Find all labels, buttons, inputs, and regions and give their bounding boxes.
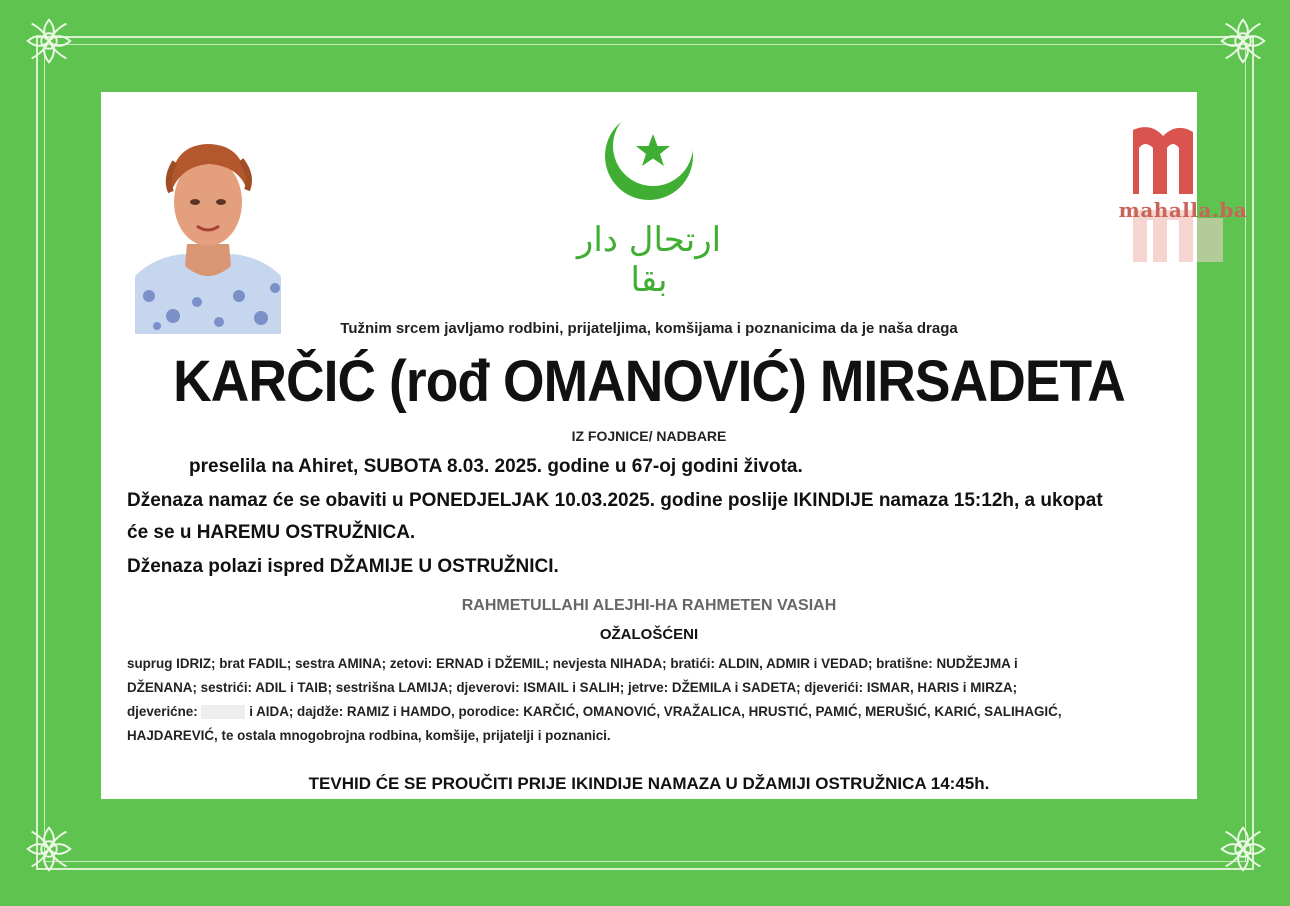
mahalla-logo-icon bbox=[1093, 122, 1273, 272]
corner-ornament-icon bbox=[20, 12, 78, 70]
intro-text: Tužnim srcem javljamo rodbini, prijateljima, komšijama i poznanicima da je naša draga bbox=[340, 320, 958, 337]
corner-ornament-icon bbox=[1214, 12, 1272, 70]
portrait-photo bbox=[135, 126, 281, 334]
procession-line: Dženaza polazi ispred DŽAMIJE U OSTRUŽNICI. bbox=[127, 556, 559, 577]
arabic-inscription: ارتحال دار بقا bbox=[576, 220, 722, 300]
mourners-segment: djeverićne: bbox=[127, 704, 198, 719]
redacted-block bbox=[201, 705, 245, 719]
mourners-segment: i AIDA; dajdže: RAMIZ i HAMDO, porodice: KARČIĆ, OMANOVIĆ, VRAŽALICA, HRUSTIĆ, PAMIĆ, MERUŠIĆ, KARIĆ, SALIHAGIĆ, bbox=[249, 704, 1062, 719]
mourners-line: DŽENANA; sestrići: ADIL i TAIB; sestrišna LAMIJA; djeverovi: ISMAIL i SALIH; jetrve: DŽEMILA i SADETA; djeverići: ISMAR, HARIS i MIRZA; bbox=[127, 680, 1018, 695]
mourners-line bbox=[127, 700, 1177, 724]
crescent-star-icon bbox=[599, 106, 699, 206]
burial-place-line: će se u HAREMU OSTRUŽNICA. bbox=[127, 522, 416, 543]
mahalla-logo bbox=[1093, 122, 1273, 272]
mourners-line: suprug IDRIZ; brat FADIL; sestra AMINA; zetovi: ERNAD i DŽEMIL; nevjesta NIHADA; bratići: ALDIN, ADMIR i VEDAD; bratišne: NUDŽEJMA i bbox=[127, 656, 1018, 671]
mourners-line: HAJDAREVIĆ, te ostala mnogobrojna rodbina, komšije, prijatelji i poznanici. bbox=[127, 728, 611, 743]
mourners-title: OŽALOŠĆENI bbox=[599, 626, 699, 643]
origin-text: IZ FOJNICE/ NADBARE bbox=[571, 428, 727, 444]
tevhid-notice: TEVHID ĆE SE PROUČITI PRIJE IKINDIJE NAMAZA U DŽAMIJI OSTRUŽNICA 14:45h. bbox=[308, 774, 990, 793]
mourners-list bbox=[127, 652, 1177, 748]
corner-ornament-icon bbox=[1214, 820, 1272, 878]
prayer-text: RAHMETULLAHI ALEJHI-HA RAHMETEN VASIAH bbox=[461, 597, 837, 614]
corner-ornament-icon bbox=[20, 820, 78, 878]
funeral-prayer-line: Dženaza namaz će se obaviti u PONEDJELJAK 10.03.2025. godine poslije IKINDIJE namaza 15:12h, a ukopat bbox=[127, 490, 1103, 511]
obituary-paper bbox=[101, 92, 1248, 799]
logo-text: mahalla.ba bbox=[1118, 198, 1248, 222]
deceased-name: KARČIĆ (rođ OMANOVIĆ) MIRSADETA bbox=[173, 349, 1125, 414]
death-date-line: preselila na Ahiret, SUBOTA 8.03. 2025. godine u 67-oj godini života. bbox=[189, 456, 803, 477]
